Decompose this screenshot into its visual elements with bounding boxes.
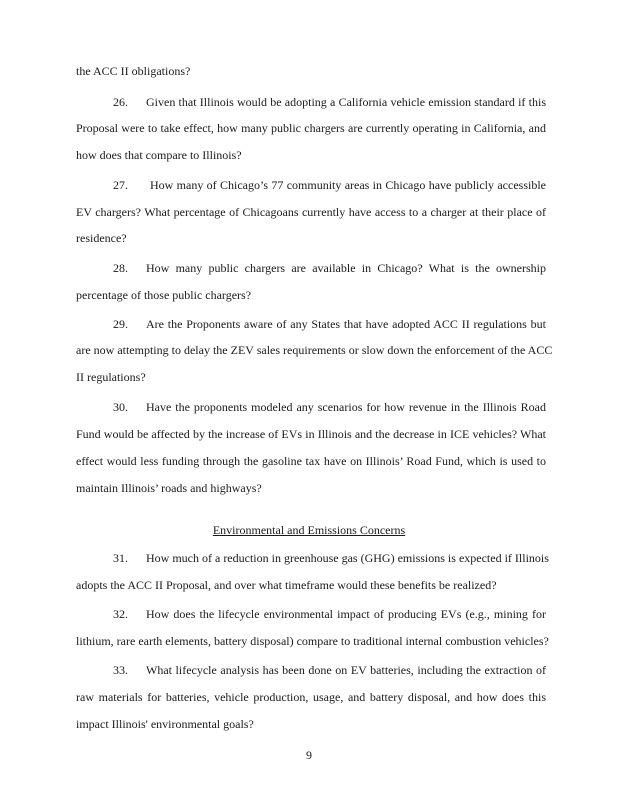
question-line: are now attempting to delay the ZEV sales requirements or slow down the enforcement of the ACC: [76, 343, 553, 357]
question-line: EV chargers? What percentage of Chicagoans currently have access to a charger at their place of: [76, 205, 546, 219]
question-number: 33.: [113, 663, 128, 677]
question-line: maintain Illinois’ roads and highways?: [76, 481, 262, 495]
question-number: 28.: [113, 261, 128, 275]
question-line: Have the proponents modeled any scenarios for how revenue in the Illinois Road: [146, 400, 546, 414]
question-number: 30.: [113, 400, 128, 414]
question-line: Fund would be affected by the increase of EVs in Illinois and the decrease in ICE vehicles? What: [76, 427, 546, 441]
question-line: How many public chargers are available in Chicago? What is the ownership: [146, 261, 546, 275]
question-line: adopts the ACC II Proposal, and over what timeframe would these benefits be realized?: [76, 578, 497, 592]
question-number: 29.: [113, 317, 128, 331]
page-number: 9: [306, 748, 312, 762]
question-line: Are the Proponents aware of any States that have adopted ACC II regulations but: [146, 317, 546, 331]
question-line: How much of a reduction in greenhouse gas (GHG) emissions is expected if Illinois: [146, 551, 549, 565]
question-line: How does the lifecycle environmental impact of producing EVs (e.g., mining for: [146, 607, 546, 621]
question-line: II regulations?: [76, 370, 146, 384]
opening-line: the ACC II obligations?: [76, 64, 191, 78]
question-number: 31.: [113, 551, 128, 565]
question-number: 27.: [113, 178, 128, 192]
question-line: raw materials for batteries, vehicle production, usage, and battery disposal, and how does this: [76, 690, 546, 704]
question-line: effect would less funding through the gasoline tax have on Illinois’ Road Fund, which is used to: [76, 454, 546, 468]
question-line: lithium, rare earth elements, battery disposal) compare to traditional internal combustion vehicles?: [76, 634, 549, 648]
question-line: impact Illinois' environmental goals?: [76, 717, 254, 731]
question-line: Given that Illinois would be adopting a California vehicle emission standard if this: [146, 95, 546, 109]
question-line: percentage of those public chargers?: [76, 288, 252, 302]
question-line: residence?: [76, 231, 127, 245]
question-line: What lifecycle analysis has been done on EV batteries, including the extraction of: [146, 663, 546, 677]
question-number: 32.: [113, 607, 128, 621]
question-line: Proposal were to take effect, how many public chargers are currently operating in California, and: [76, 121, 546, 135]
question-line: how does that compare to Illinois?: [76, 148, 242, 162]
question-number: 26.: [113, 95, 128, 109]
section-heading: Environmental and Emissions Concerns: [212, 523, 406, 537]
question-line: How many of Chicago’s 77 community areas in Chicago have publicly accessible: [150, 178, 546, 192]
